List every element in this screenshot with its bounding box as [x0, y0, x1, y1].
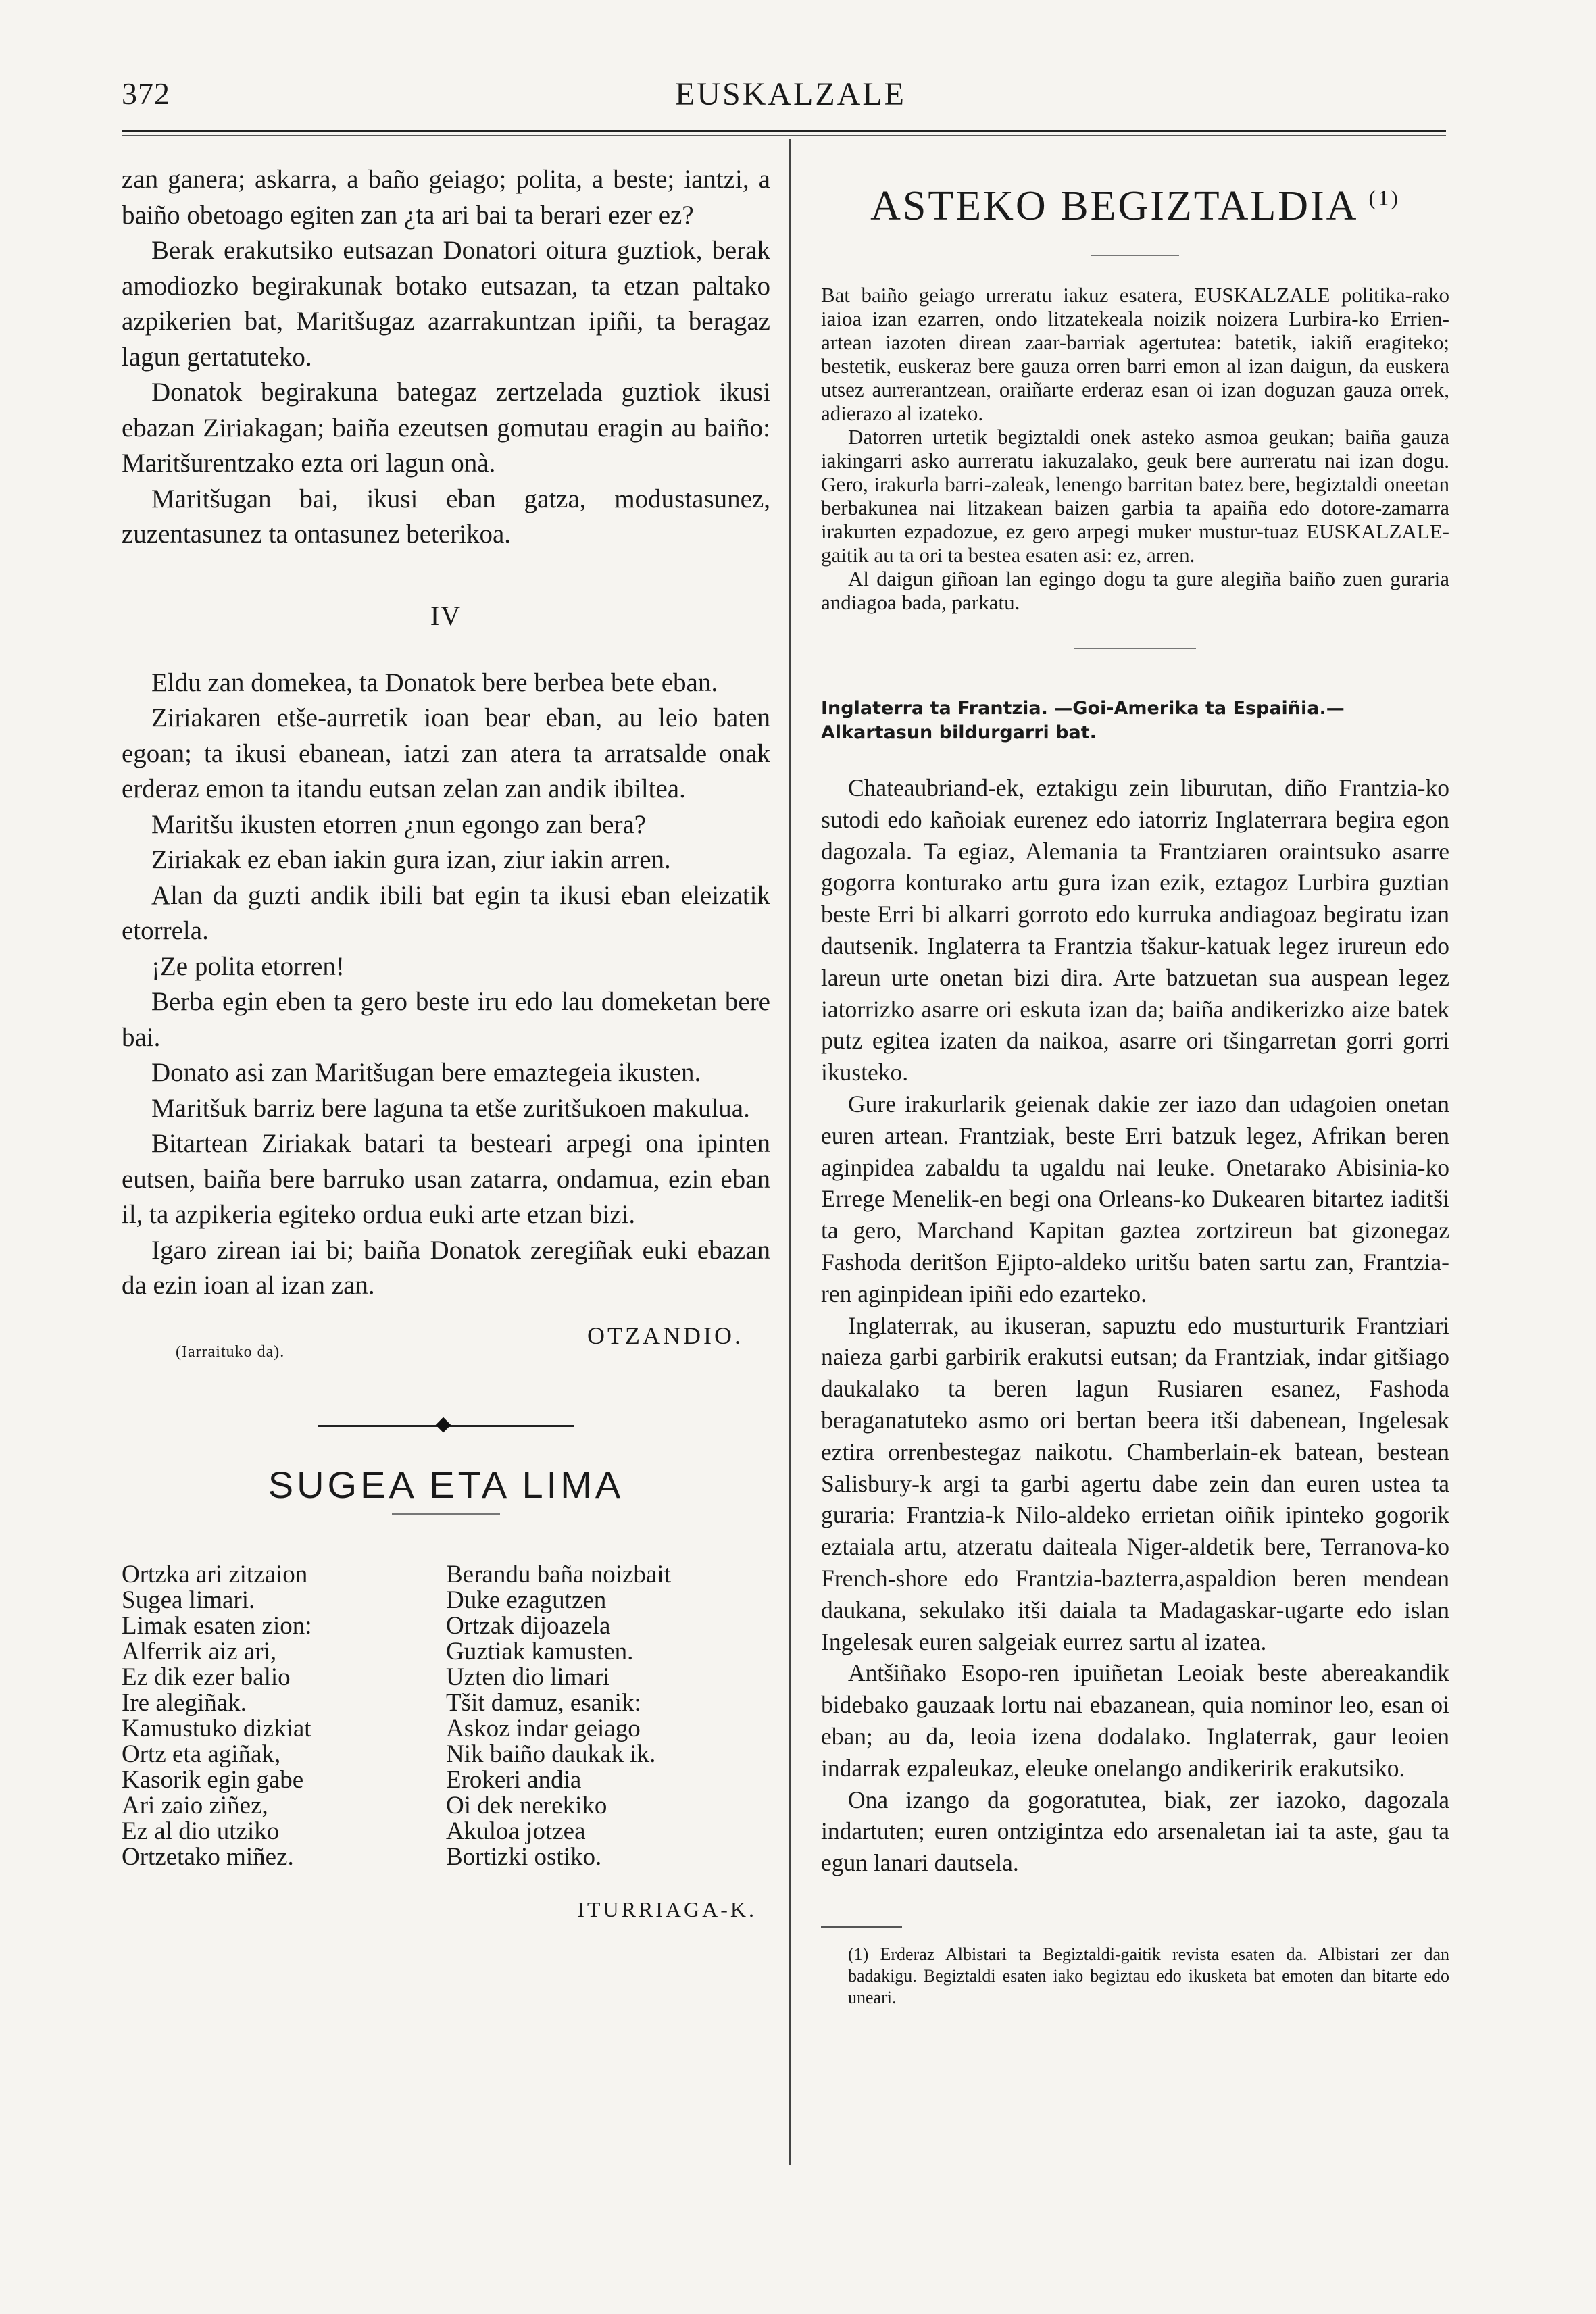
story-paragraph: Donatok begirakuna bategaz zertzelada guztiok ikusi ebazan Ziriakagan; baiña ezeutsen gomutau eragin au baiño: Maritšurentzako ezta ori lagun onà. [122, 378, 770, 478]
news-headline: Inglaterra ta Frantzia. —Goi-Amerika ta Espaiñia.—Alkartasun bildurgarri bat. [821, 698, 1345, 743]
poem-verse: Ari zaio ziñez, [122, 1791, 268, 1819]
poem-verse: Guztiak kamusten. [446, 1637, 634, 1665]
footnote-rule [821, 1926, 902, 1928]
poem-verse: Ire alegiñak. [122, 1688, 247, 1717]
news-paragraph: Chateaubriand-ek, eztakigu zein liburutan, diño Frantzia-ko sutodi edo kañoiak eurenez edo iatorriz Inglaterrara begira egon dagozala. Ta egiaz, Alemania ta Frantziaren oraintsuko asarre gogorra konturako artu gura izan ezik, eztagoz Lurbira guztian beste Erri bi alkarri gorroto edo kurruka andiagoaz begiratu izan dautsenik. Inglaterra ta Frantzia tšakur-katuak legez irureun edo lareun urte onetan bizi dira. Arte batzuetan sua auspean legez iatorrizko asarre ori eskuta izan da; baiña andikerizko aize batek putz egitea izaten da naikoa, asarre ori tšingarretan gorri gorri ikusteko. [821, 774, 1449, 1086]
story-paragraph: Igaro zirean iai bi; baiña Donatok zeregiñak euki ebazan da ezin ioan al izan zan. [122, 1235, 770, 1300]
poem-verse: Duke ezagutzen [446, 1586, 607, 1614]
story-paragraph: Donato asi zan Maritšugan bere emaztegeia ikusten. [151, 1058, 701, 1087]
separator-rule [1074, 648, 1196, 649]
poem-verse: Ortz eta agiñak, [122, 1740, 281, 1768]
intro-paragraph: Al daigun giñoan lan egingo dogu ta gure alegiña baiño zuen guraria andiagoa bada, parkatu. [821, 567, 1449, 614]
footnote: (1) Erderaz Albistari ta Begiztaldi-gaitik revista esaten da. Albistari zer dan badakigu. Begiztaldi esaten iako begiztau edo ikusketa bat emoten dan bitarte edo uneari. [848, 1944, 1449, 2007]
story-paragraph: Ziriakak ez eban iakin gura izan, ziur iakin arren. [151, 845, 671, 874]
section-number: IV [430, 600, 462, 631]
ornamental-divider [122, 1415, 770, 1436]
news-paragraph: Inglaterrak, au ikuseran, sapuztu edo musturturik Frantziari naieza garbi garbirik erakutsi eutsan; da Frantziak, indar gitšiago daukalako ta beren lagun Rusiaren esanez, Fashoda beraganatuteko asmo ori bertan beera itši dabenean, Ingelesak eztira orrenbestegaz naikotu. Chamberlain-ek batean, bestean Salisbury-k argi ta garbi agertu dabe zein dan euren ustea ta guraria: Frantzia-k Nilo-aldeko errietan oiñik ipinteko gogorik eztaiala artu, atzeratu daiteala Niger-aldetik bere, Terranova-ko French-shore edo Frantzia-bazterra,aspaldion beren mendean daukana, sekulako itši daiala ta Madagaskar-ugarte edo islan Ingelesak euren salgeiak eurrez sartu al izatea. [821, 1311, 1449, 1655]
story-paragraph: Maritšu ikusten etorren ¿nun egongo zan bera? [151, 809, 647, 839]
story-paragraph: Eldu zan domekea, ta Donatok bere berbea bete eban. [151, 668, 718, 697]
poem-verse: Nik baiño daukak ik. [446, 1740, 656, 1768]
story-paragraph: Bitartean Ziriakak batari ta besteari arpegi ona ipinten eutsen, baiña bere barruko usan zatarra, ondamua, ezin eban il, ta azpikeria egiteko ordua euki arte etzan bizi. [122, 1129, 770, 1229]
poem-verse: Ortzka ari zitzaion [122, 1560, 308, 1588]
title-rule [1091, 255, 1179, 256]
poem-verse: Erokeri andia [446, 1765, 582, 1794]
poem-verse: Limak esaten zion: [122, 1611, 312, 1640]
poem-verse: Ortzak dijoazela [446, 1611, 611, 1640]
poem-verse: Tšit damuz, esanik: [446, 1688, 641, 1717]
poem-verse: Berandu baña noizbait [446, 1560, 671, 1588]
left-column [122, 162, 770, 1922]
poem-verse: Sugea limari. [122, 1586, 255, 1614]
poem-verse: Ortzetako miñez. [122, 1842, 294, 1871]
continuation-note: (Iarraituko da). [176, 1342, 285, 1361]
header-rule-thin [122, 135, 1446, 136]
story-signature: OTZANDIO. [587, 1322, 743, 1349]
section-title [821, 182, 1449, 230]
title-footnote-mark: (1) [1368, 185, 1400, 210]
story-paragraph: Alan da guzti andik ibili bat egin ta ikusi eban eleizatik etorrela. [122, 880, 770, 945]
poem-stanza-2 [446, 1562, 770, 1870]
news-paragraph: Ona izango da gogoratutea, biak, zer iazoko, dagozala indartuten; euren ontzigintza edo arsenaletan iai ta aste, gau ta egun lanari dautsela. [821, 1786, 1449, 1877]
poem-verse: Kamustuko dizkiat [122, 1714, 311, 1742]
poem-verse: Alferrik aiz ari, [122, 1637, 277, 1665]
intro-paragraph: Bat baiño geiago urreratu iakuz esatera, EUSKALZALE politika-rako iaioa izan ezarren, ondo litzatekeala noizik noizera Lurbira-ko Errien-artean iazoten direan zaar-barriak agertutea: batetik, iakiñ eragiteko; bestetik, euskeraz bere gauza orren barri emon al izan daigun, da euskera utsez aurrerantzean, oraiñarte erderaz esan oi izan doguzan gauza orrek, adierazo al izateko. [821, 283, 1449, 425]
poem-author: ITURRIAGA-K. [577, 1896, 757, 1921]
right-column [821, 162, 1449, 2009]
poem [122, 1562, 770, 1870]
story-paragraph: Berba egin eben ta gero beste iru edo lau domeketan bere bai. [122, 987, 770, 1052]
header-rule [122, 130, 1446, 132]
poem-verse: Uzten dio limari [446, 1663, 610, 1691]
story-paragraph: Berak erakutsiko eutsazan Donatori oitura guztiok, berak amodiozko begirakunak botako eutsazan, ta etzan paltako azpikerien bat, Maritšugaz azarrakuntzan ipiñi, ta beragaz lagun gertatuteko. [122, 236, 770, 372]
poem-stanza-1 [122, 1562, 446, 1870]
poem-verse: Oi dek nerekiko [446, 1791, 607, 1819]
poem-verse: Akuloa jotzea [446, 1817, 586, 1845]
intro-paragraph: Datorren urtetik begiztaldi onek asteko asmoa geukan; baiña gauza iakingarri asko aurreratu iakuzalako, geuk bere aurreratu nai izan dogu. Gero, irakurla barri-zaleak, lenengo barritan batez bere, begiztaldi oneetan berbakunea nai litzakean baizen garbia ta apaiña edo dotore-zamarra irakurten ezpadozue, ez gero arpegi muker mustur-tuaz EUSKALZALE-gaitik au ta ori ta bestea esaten asi: ez, arren. [821, 425, 1449, 567]
story-paragraph: Maritšuk barriz bere laguna ta etše zuritšukoen makulua. [151, 1093, 750, 1123]
story-paragraph: ¡Ze polita etorren! [151, 951, 345, 981]
news-paragraph: Gure irakurlarik geienak dakie zer iazo dan udagoien onetan euren artean. Frantziak, beste Erri batzuk legez, Afrikan beren aginpidea zabaldu ta ugaldu nai leuke. Onetarako Abisinia-ko Errege Menelik-en begi ona Orleans-ko Dukearen bitartez iaditši ta gero, Marchand Kapitan gaztea zortzireun bat gizonegaz Fashoda deritšon Ejipto-aldeko uritšu baten sartu zan, Frantzia-ren aginpidean ipiñi edo ezarteko. [821, 1090, 1449, 1307]
poem-verse: Askoz indar geiago [446, 1714, 641, 1742]
story-paragraph: Ziriakaren etše-aurretik ioan bear eban, au leio baten egoan; ta ikusi ebanean, iatzi zan atera ta arratsalde onak erderaz emon ta itandu eutsan zelan zan andik ibiltea. [122, 703, 770, 803]
poem-verse: Ez dik ezer balio [122, 1663, 291, 1691]
poem-title-rule [392, 1513, 500, 1515]
news-paragraph: Antšiñako Esopo-ren ipuiñetan Leoiak beste abereakandik bidebako gauzaak lortu nai ebazanean, quia nominor leo, esan oi eban; au da, leoia izena dodalako. Inglaterrak, gaur leoien indarrak ezpaleukaz, eleuke onelango andikeririk erakutsiko. [821, 1659, 1449, 1782]
column-divider [789, 139, 791, 2165]
running-head: EUSKALZALE [675, 76, 906, 112]
poem-title: SUGEA ETA LIMA [268, 1463, 624, 1506]
poem-verse: Kasorik egin gabe [122, 1765, 304, 1794]
story-paragraph: zan ganera; askarra, a baño geiago; polita, a beste; iantzi, a baiño obetoago egiten zan ¿ta ari bai ta berari ezer ez? [122, 165, 770, 230]
section-title-text: ASTEKO BEGIZTALDIA [870, 183, 1357, 229]
poem-verse: Ez al dio utziko [122, 1817, 280, 1845]
story-paragraph: Maritšugan bai, ikusi eban gatza, modustasunez, zuzentasunez ta ontasunez beterikoa. [122, 484, 770, 549]
page-number: 372 [122, 76, 170, 111]
poem-verse: Bortizki ostiko. [446, 1842, 602, 1871]
diamond-icon [436, 1417, 451, 1432]
